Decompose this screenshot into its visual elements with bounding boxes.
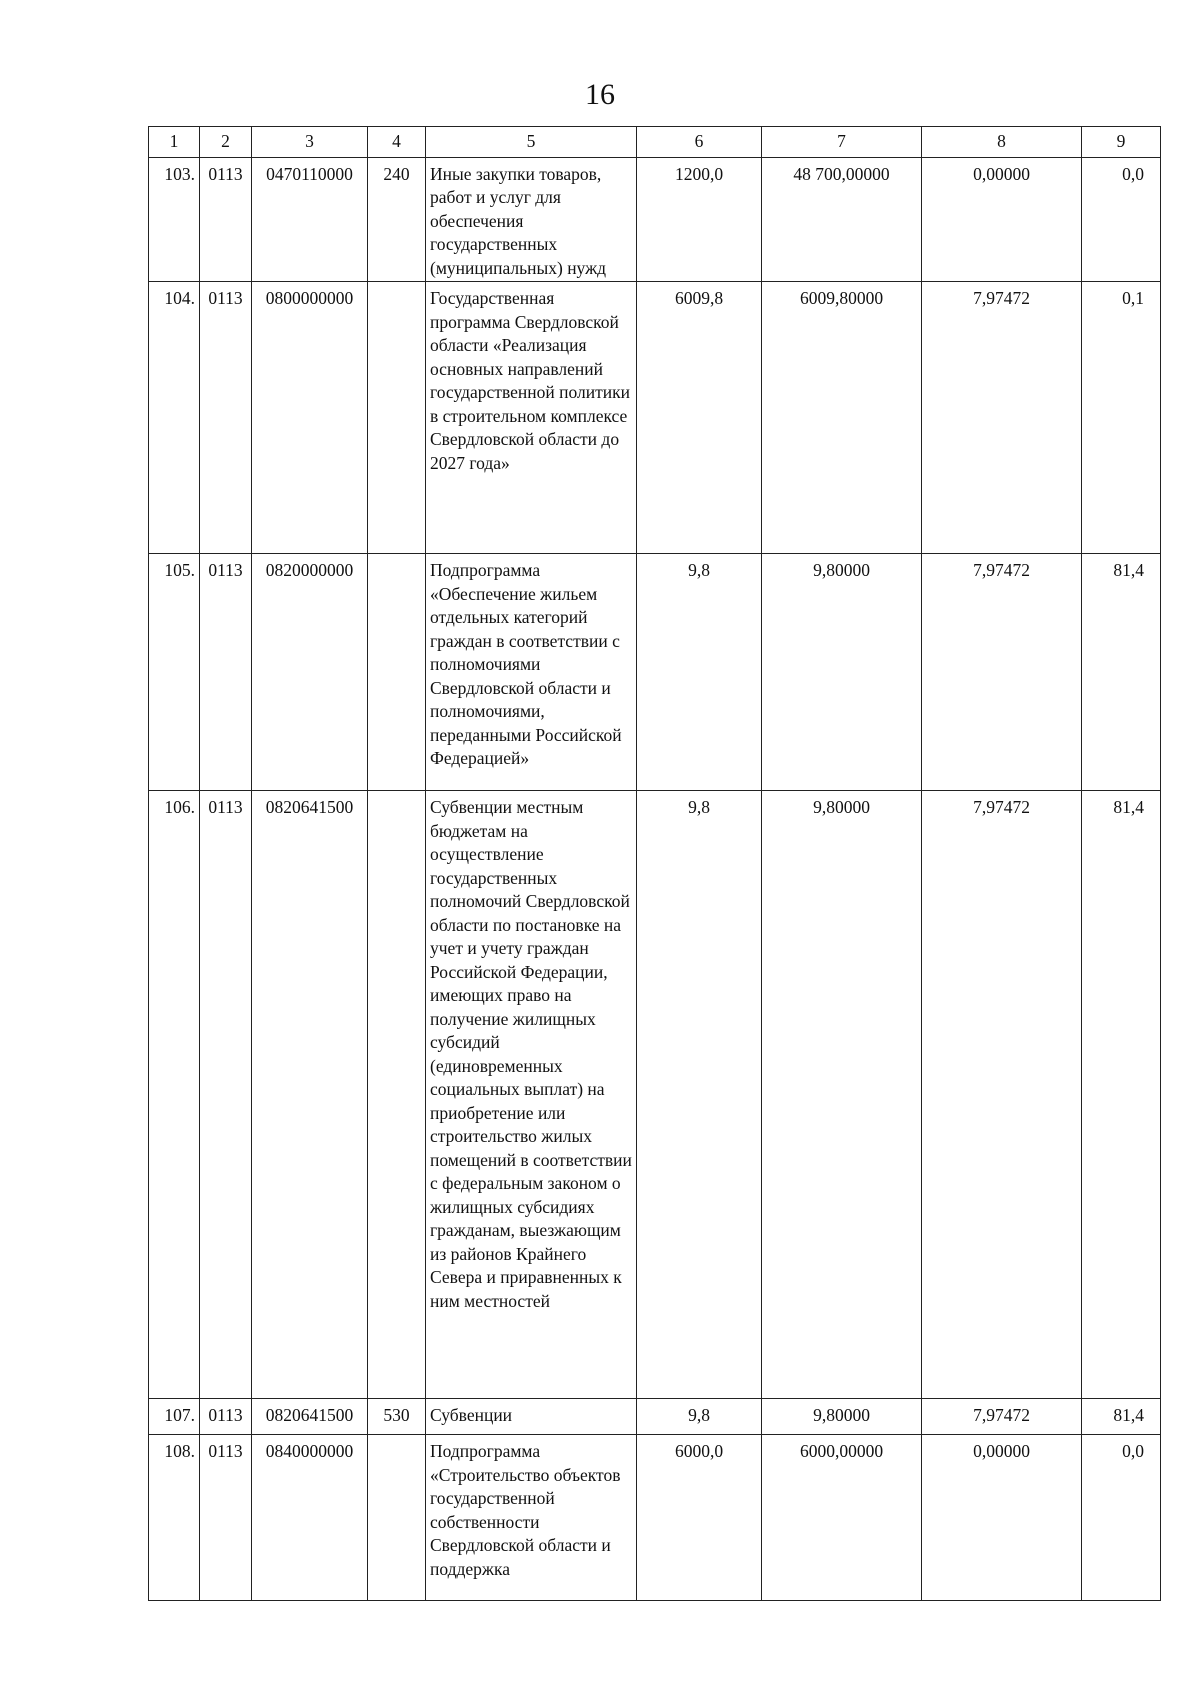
- plan-value: 1200,0: [637, 157, 762, 282]
- header-row: [149, 127, 1161, 158]
- target-code: 0840000000: [252, 1435, 368, 1601]
- plan-value: 6009,8: [637, 282, 762, 554]
- percent-value: 81,4: [1082, 1399, 1161, 1435]
- budget-table: [148, 126, 1161, 1601]
- executed-value: 7,97472: [922, 1399, 1082, 1435]
- table-row: [149, 282, 1161, 554]
- header-cell: 4: [368, 127, 426, 158]
- percent-value: 0,1: [1082, 282, 1161, 554]
- header-cell: 8: [922, 127, 1082, 158]
- table-row: [149, 554, 1161, 791]
- section-code: 0113: [200, 157, 252, 282]
- executed-value: 0,00000: [922, 157, 1082, 282]
- header-cell: 2: [200, 127, 252, 158]
- table-row: [149, 1435, 1161, 1601]
- plan-value: 9,8: [637, 1399, 762, 1435]
- item-name: Иные закупки товаров, работ и услуг для обеспечения государственных (муниципальных) нужд: [426, 157, 637, 282]
- kind-code: 240: [368, 157, 426, 282]
- row-number: 105.: [149, 554, 200, 791]
- row-number: 104.: [149, 282, 200, 554]
- approved-value: 48 700,00000: [762, 157, 922, 282]
- section-code: 0113: [200, 282, 252, 554]
- percent-value: 81,4: [1082, 554, 1161, 791]
- approved-value: 6000,00000: [762, 1435, 922, 1601]
- item-name: Подпрограмма «Обеспечение жильем отдельных категорий граждан в соответствии с полномочиями Свердловской области и полномочиями, переданными Российской Федерацией»: [426, 554, 637, 791]
- row-number: 108.: [149, 1435, 200, 1601]
- plan-value: 9,8: [637, 554, 762, 791]
- table-row: [149, 157, 1161, 282]
- header-cell: 9: [1082, 127, 1161, 158]
- percent-value: 0,0: [1082, 157, 1161, 282]
- header-cell: 7: [762, 127, 922, 158]
- target-code: 0470110000: [252, 157, 368, 282]
- header-cell: 3: [252, 127, 368, 158]
- section-code: 0113: [200, 1435, 252, 1601]
- row-number: 106.: [149, 791, 200, 1399]
- plan-value: 9,8: [637, 791, 762, 1399]
- percent-value: 81,4: [1082, 791, 1161, 1399]
- item-name: Субвенции: [426, 1399, 637, 1435]
- kind-code: 530: [368, 1399, 426, 1435]
- approved-value: 9,80000: [762, 1399, 922, 1435]
- header-cell: 5: [426, 127, 637, 158]
- table-row: [149, 791, 1161, 1399]
- item-name: Субвенции местным бюджетам на осуществление государственных полномочий Свердловской области по постановке на учет и учету граждан Российской Федерации, имеющих право на получение жилищных субсидий (единовременных социальных выплат) на приобретение или строительство жилых помещений в соответствии с федеральным законом о жилищных субсидиях гражданам, выезжающим из районов Крайнего Севера и приравненных к ним местностей: [426, 791, 637, 1399]
- section-code: 0113: [200, 791, 252, 1399]
- item-name: Подпрограмма «Строительство объектов государственной собственности Свердловской области и поддержка: [426, 1435, 637, 1601]
- header-cell: 1: [149, 127, 200, 158]
- target-code: 0800000000: [252, 282, 368, 554]
- executed-value: 0,00000: [922, 1435, 1082, 1601]
- header-cell: 6: [637, 127, 762, 158]
- target-code: 0820641500: [252, 1399, 368, 1435]
- approved-value: 9,80000: [762, 791, 922, 1399]
- executed-value: 7,97472: [922, 554, 1082, 791]
- approved-value: 6009,80000: [762, 282, 922, 554]
- row-number: 103.: [149, 157, 200, 282]
- kind-code: [368, 791, 426, 1399]
- executed-value: 7,97472: [922, 282, 1082, 554]
- section-code: 0113: [200, 1399, 252, 1435]
- page-number: 16: [585, 78, 615, 111]
- percent-value: 0,0: [1082, 1435, 1161, 1601]
- item-name: Государственная программа Свердловской области «Реализация основных направлений государственной политики в строительном комплексе Свердловской области до 2027 года»: [426, 282, 637, 554]
- executed-value: 7,97472: [922, 791, 1082, 1399]
- kind-code: [368, 282, 426, 554]
- approved-value: 9,80000: [762, 554, 922, 791]
- plan-value: 6000,0: [637, 1435, 762, 1601]
- target-code: 0820000000: [252, 554, 368, 791]
- kind-code: [368, 554, 426, 791]
- section-code: 0113: [200, 554, 252, 791]
- table-row: [149, 1399, 1161, 1435]
- row-number: 107.: [149, 1399, 200, 1435]
- target-code: 0820641500: [252, 791, 368, 1399]
- kind-code: [368, 1435, 426, 1601]
